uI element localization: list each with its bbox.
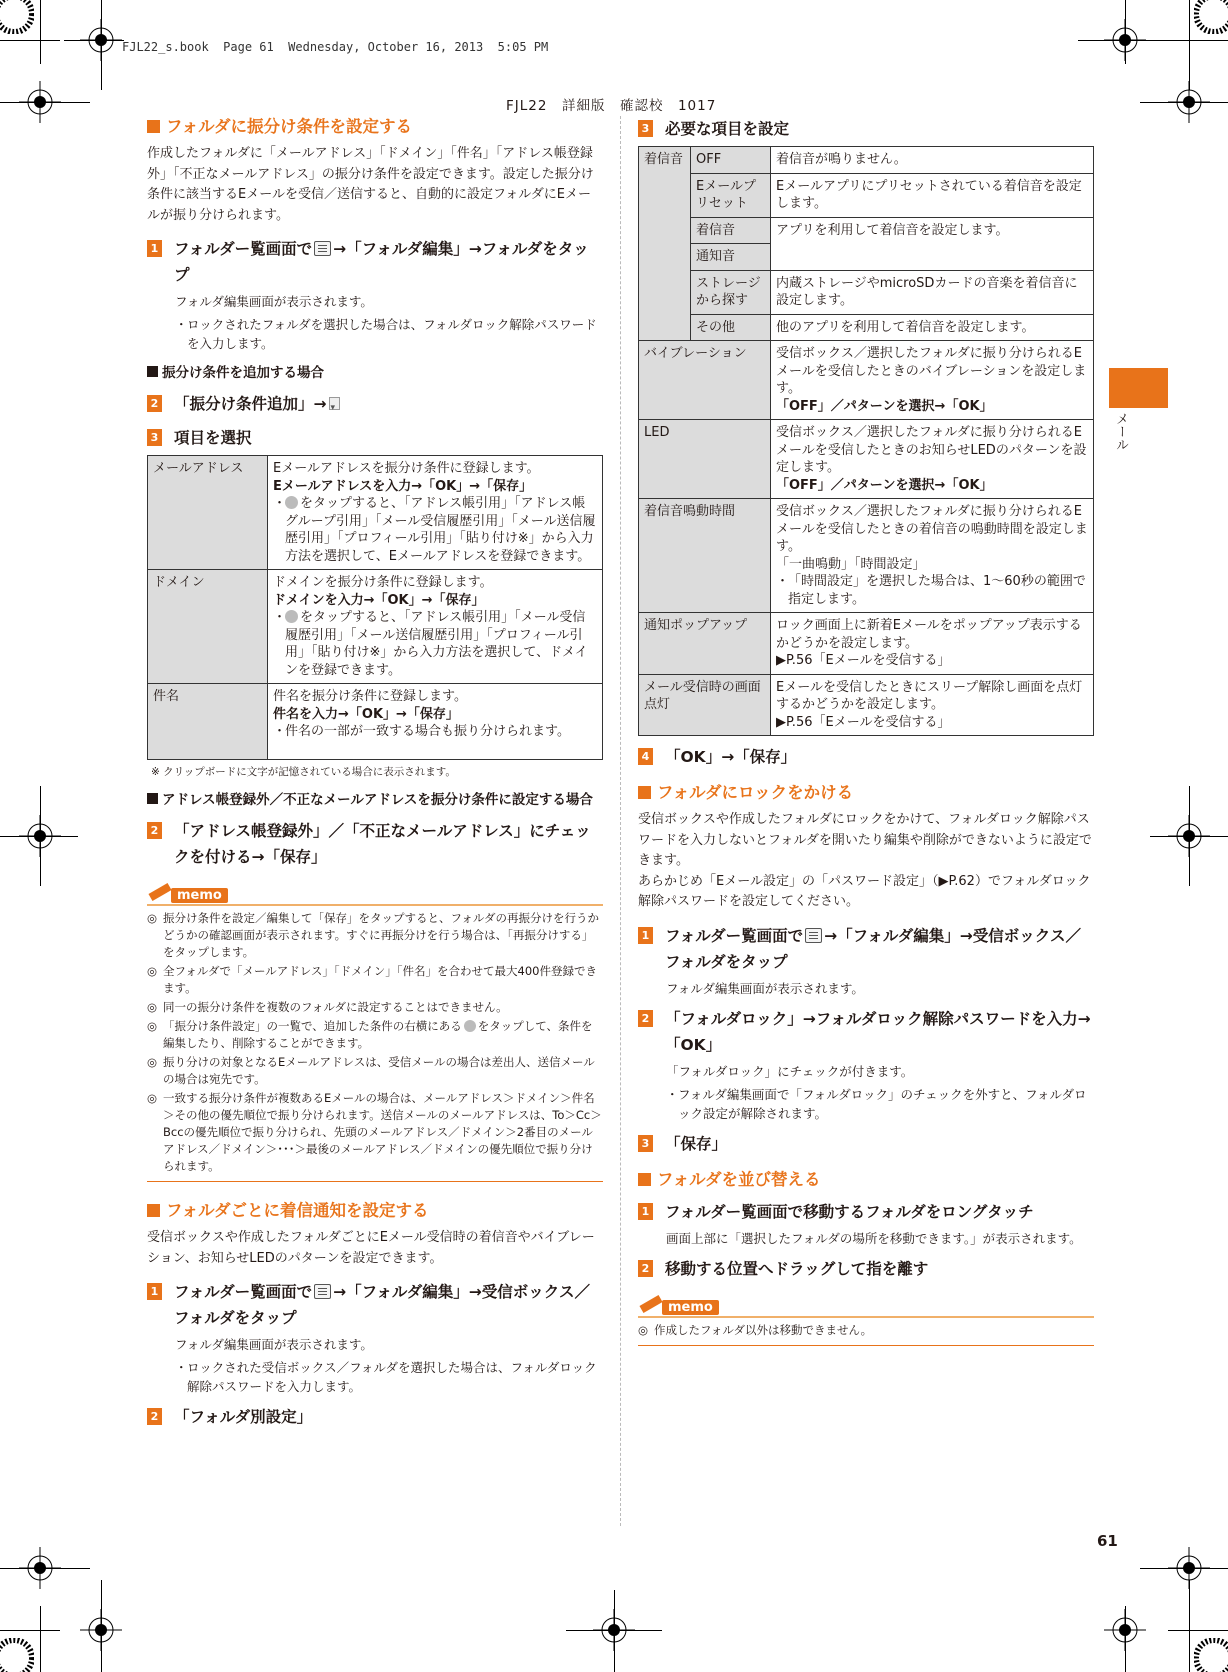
section-title: フォルダごとに着信通知を設定する: [147, 1200, 603, 1222]
step-number: 2: [147, 395, 162, 412]
memo-item: ◎ 「振分け条件設定」の一覧で、追加した条件の右横にある× をタップして、条件を編集したり、削除することができます。: [147, 1018, 603, 1052]
memo-header: memo: [638, 1296, 1094, 1318]
crop-line: [1168, 1630, 1228, 1631]
step-note: ・ フォルダ編集画面で「フォルダロック」のチェックを外すと、フォルダロック設定が解除されます。: [638, 1085, 1094, 1123]
table-header-cell: 通知音: [691, 244, 771, 271]
color-wheel-mark: [0, 1638, 34, 1672]
step-description: 「フォルダロック」にチェックが付きます。: [666, 1063, 914, 1079]
memo-box: [147, 884, 603, 1182]
running-header: FJL22 詳細版 確認校 1017: [506, 98, 717, 114]
registration-mark: [19, 815, 61, 857]
table-row: [148, 684, 603, 760]
color-wheel-mark: [1194, 0, 1228, 34]
table-header-cell: 着信音: [691, 217, 771, 244]
table-cell: 件名を振分け条件に登録します。 件名を入力→「OK」→「保存」 ・ 件名の一部が一致する場合も振り分けられます。: [268, 684, 603, 760]
pencil-icon: [639, 1295, 662, 1313]
table-cell: 着信音が鳴りません。: [771, 147, 1094, 174]
crop-line: [1189, 1580, 1190, 1672]
index-tab-label: メール: [1113, 412, 1128, 451]
table-row: [639, 173, 1094, 217]
table-cell: 受信ボックス／選択したフォルダに振り分けられるEメールを受信したときのバイブレーションを設定します。 「OFF」／パターンを選択→「OK」: [771, 341, 1094, 420]
registration-mark: [1104, 1609, 1146, 1651]
table-row: [639, 341, 1094, 420]
step-text: 移動する位置へドラッグして指を離す: [665, 1259, 929, 1278]
step-text: フォルダー覧画面で移動するフォルダをロングタッチ: [665, 1202, 1034, 1221]
step: [147, 391, 603, 417]
step-text: 「保存」: [665, 1134, 728, 1153]
table-header-cell: ストレージから探す: [691, 270, 771, 314]
memo-box: [638, 1296, 1094, 1346]
memo-rule: [638, 1345, 1094, 1346]
right-column: [638, 116, 1094, 1358]
menu-icon: [314, 1284, 331, 1299]
memo-item: ◎ 同一の振分け条件を複数のフォルダに設定することはできません。: [147, 999, 603, 1016]
crop-line: [0, 40, 60, 41]
table-header-cell: OFF: [691, 147, 771, 174]
section-intro: あらかじめ「Eメール設定」の「パスワード設定」（▶P.62）でフォルダロック解除パスワードを設定してください。: [638, 873, 1091, 909]
step-number: 2: [147, 1408, 162, 1425]
step-text: フォルダー覧画面で →「フォルダ編集」→受信ボックス／フォルダをタップ: [174, 1283, 591, 1327]
square-icon: [147, 1204, 160, 1217]
registration-mark: [1168, 81, 1210, 123]
table-cell: 受信ボックス／選択したフォルダに振り分けられるEメールを受信したときの着信音の鳴動時間を設定します。 「一曲鳴動」「時間設定」 ・ 「時間設定」を選択した場合は、1～60秒の範囲で指定します。: [771, 499, 1094, 613]
section-title: フォルダにロックをかける: [638, 782, 1094, 804]
step: [638, 744, 1094, 770]
step-text: フォルダー覧画面で →「フォルダ編集」→フォルダをタップ: [174, 240, 589, 284]
registration-mark: [19, 81, 61, 123]
step-note: ・ ロックされた受信ボックス／フォルダを選択した場合は、フォルダロック解除パスワードを入力します。: [147, 1358, 603, 1396]
step-number: 2: [638, 1010, 653, 1027]
page-number: 61: [1097, 1532, 1118, 1550]
step-description: 画面上部に「選択したフォルダの場所を移動できます。」が表示されます。: [666, 1230, 1082, 1246]
dropdown-icon: [329, 397, 340, 410]
step-number: 3: [638, 120, 653, 137]
memo-item: ◎ 振分け条件を設定／編集して「保存」をタップすると、フォルダの再振分けを行うかどうかの確認画面が表示されます。すぐに再振分けを行う場合は、「再振分けする」をタップします。: [147, 910, 603, 961]
step-text: 「OK」→「保存」: [665, 748, 797, 766]
sub-heading: 振分け条件を追加する場合: [147, 363, 603, 383]
menu-icon: [805, 928, 822, 943]
table-row: [639, 217, 1094, 244]
page-reference-link[interactable]: ▶P.56「Eメールを受信する」: [776, 653, 951, 668]
add-contact-icon: [285, 610, 298, 623]
step: [638, 1199, 1094, 1225]
step-text: 項目を選択: [174, 429, 252, 447]
step-text: 「アドレス帳登録外」／「不正なメールアドレス」にチェックを付ける→「保存」: [174, 822, 591, 866]
step-number: 4: [638, 748, 653, 765]
step-number: 1: [147, 1283, 162, 1300]
registration-mark: [80, 1609, 122, 1651]
table-row: [148, 456, 603, 570]
step: [147, 818, 603, 870]
step-number: 2: [638, 1260, 653, 1277]
registration-mark: [1168, 1547, 1210, 1589]
step-note: ・ ロックされたフォルダを選択した場合は、フォルダロック解除パスワードを入力します。: [147, 315, 603, 353]
delete-icon: [464, 1020, 476, 1032]
table-cell: 内蔵ストレージやmicroSDカードの音楽を着信音に設定します。: [771, 270, 1094, 314]
crop-line: [1078, 40, 1228, 41]
condition-table: [147, 455, 603, 760]
table-row: [639, 674, 1094, 736]
crop-line: [0, 1630, 60, 1631]
table-header-cell: その他: [691, 314, 771, 341]
table-header-cell: メール受信時の画面点灯: [639, 674, 771, 736]
table-header-cell: 着信音: [639, 147, 691, 341]
table-row: [639, 270, 1094, 314]
table-header-cell: 着信音鳴動時間: [639, 499, 771, 613]
step-text: 「フォルダ別設定」: [174, 1408, 313, 1426]
memo-item: ◎ 全フォルダで「メールアドレス」「ドメイン」「件名」を合わせて最大400件登録できます。: [147, 963, 603, 997]
step-number: 1: [638, 1203, 653, 1220]
table-cell: ドメインを振分け条件に登録します。 ドメインを入力→「OK」→「保存」 ・ をタップすると、「アドレス帳引用」「メール受信履歴引用」「メール送信履歴引用」「プロフィール引用」「貼り付け※」から入力方法を選択して、ドメインを登録できます。: [268, 570, 603, 684]
memo-item: ◎ 振り分けの対象となるEメールアドレスは、受信メールの場合は差出人、送信メールの場合は宛先です。: [147, 1054, 603, 1088]
section-title: フォルダに振分け条件を設定する: [147, 116, 603, 138]
step: [147, 425, 603, 451]
column-divider: [620, 116, 621, 1526]
step-number: 2: [147, 822, 162, 839]
book-header: FJL22_s.book Page 61 Wednesday, October 16, 2013 5:05 PM: [122, 40, 549, 54]
table-row: [639, 314, 1094, 341]
index-tab: [1109, 368, 1168, 408]
crop-line: [40, 1606, 41, 1672]
square-icon: [638, 786, 651, 799]
section-intro: 受信ボックスや作成したフォルダごとにEメール受信時の着信音やバイブレーション、お知らせLEDのパターンを設定できます。: [147, 1230, 595, 1266]
memo-item: ◎ 一致する振分け条件が複数あるEメールの場合は、メールアドレス＞ドメイン＞件名＞その他の優先順位で振り分けられます。送信メールのメールアドレスは、To＞Cc＞Bccの優先順位で振り分けられ、先頭のメールアドレス／ドメイン＞2番目のメールアドレス／ドメイン＞･･･＞最後のメールアドレス／ドメインの優先順位で振り分けられます。: [147, 1090, 603, 1175]
table-header-cell: 通知ポップアップ: [639, 613, 771, 675]
table-row: [639, 147, 1094, 174]
notification-settings-table: [638, 146, 1094, 736]
step: [147, 1404, 603, 1430]
registration-mark: [19, 1547, 61, 1589]
sub-heading: アドレス帳登録外／不正なメールアドレスを振分け条件に設定する場合: [147, 790, 603, 810]
page-reference-link[interactable]: ▶P.56「Eメールを受信する」: [776, 714, 951, 730]
table-cell: ロック画面上に新着Eメールをポップアップ表示するかどうかを設定します。 ▶P.56「Eメールを受信する」: [771, 613, 1094, 675]
table-cell: Eメールアプリにプリセットされている着信音を設定します。: [771, 173, 1094, 217]
table-row: [639, 613, 1094, 675]
table-header-cell: Eメールプリセット: [691, 173, 771, 217]
table-cell: 受信ボックス／選択したフォルダに振り分けられるEメールを受信したときのお知らせLEDのパターンを設定します。 「OFF」／パターンを選択→「OK」: [771, 420, 1094, 499]
step: [638, 1256, 1094, 1282]
left-column: [147, 116, 603, 1434]
table-cell: Eメールを受信したときにスリープ解除し画面を点灯するかどうかを設定します。 ▶P.56「Eメールを受信する」: [771, 674, 1094, 736]
table-header-cell: ドメイン: [148, 570, 268, 684]
step: [147, 236, 603, 288]
table-row: [148, 570, 603, 684]
table-cell: Eメールアドレスを振分け条件に登録します。 Eメールアドレスを入力→「OK」→「保存」 ・ をタップすると、「アドレス帳引用」「アドレス帳グループ引用」「メール受信履歴引用」「メール送信履歴引用」「プロフィール引用」「貼り付け※」から入力方法を選択して、Eメールアドレスを登録できます。: [268, 456, 603, 570]
section-title: フォルダを並び替える: [638, 1169, 1094, 1191]
color-wheel-mark: [1194, 1638, 1228, 1672]
memo-header: memo: [147, 884, 603, 906]
memo-item: ◎ 作成したフォルダ以外は移動できません。: [638, 1322, 1094, 1339]
step: [147, 1279, 603, 1331]
square-icon: [638, 1173, 651, 1186]
table-cell: アプリを利用して着信音を設定します。: [771, 217, 1094, 270]
color-wheel-mark: [0, 0, 34, 34]
crop-line: [40, 0, 41, 64]
step-number: 3: [638, 1135, 653, 1152]
step-description: フォルダ編集画面が表示されます。: [666, 980, 864, 996]
registration-mark: [80, 19, 122, 61]
square-icon: [147, 366, 158, 377]
step: [638, 1131, 1094, 1157]
table-cell: 他のアプリを利用して着信音を設定します。: [771, 314, 1094, 341]
step-text: 「フォルダロック」→フォルダロック解除パスワードを入力→「OK」: [665, 1009, 1091, 1054]
menu-icon: [314, 241, 331, 256]
step-number: 1: [147, 240, 162, 257]
square-icon: [147, 120, 160, 133]
step-number: 1: [638, 927, 653, 944]
table-header-cell: LED: [639, 420, 771, 499]
table-header-cell: 件名: [148, 684, 268, 760]
square-icon: [147, 793, 158, 804]
registration-mark: [1168, 815, 1210, 857]
table-header-cell: バイブレーション: [639, 341, 771, 420]
table-footnote: ※ クリップボードに文字が記憶されている場合に表示されます。: [151, 766, 456, 778]
step-text: フォルダー覧画面で →「フォルダ編集」→受信ボックス／フォルダをタップ: [665, 926, 1082, 971]
crop-line: [1189, 0, 1190, 90]
section-intro: 作成したフォルダに「メールアドレス」「ドメイン」「件名」「アドレス帳登録外」「不正なメールアドレス」の振分け条件を設定できます。設定した振分け条件に該当するEメールを受信／送信すると、自動的に設定フォルダにEメールが振り分けられます。: [147, 146, 594, 223]
section-intro: 受信ボックスや作成したフォルダにロックをかけて、フォルダロック解除パスワードを入力しないとフォルダを開いたり編集や削除ができないように設定できます。: [638, 812, 1092, 868]
step: [638, 923, 1094, 975]
step-text: 「振分け条件追加」→▾: [174, 391, 340, 417]
step: [638, 116, 1094, 142]
step-number: 3: [147, 429, 162, 446]
memo-rule: [147, 1181, 603, 1182]
pencil-icon: [148, 883, 171, 901]
registration-mark: [593, 1609, 635, 1651]
add-contact-icon: [285, 496, 298, 509]
table-row: [639, 499, 1094, 613]
table-header-cell: メールアドレス: [148, 456, 268, 570]
step: [638, 1006, 1094, 1058]
step-text: 必要な項目を設定: [665, 120, 790, 138]
table-row: [639, 420, 1094, 499]
registration-mark: [1104, 19, 1146, 61]
step-description: フォルダ編集画面が表示されます。: [175, 1337, 373, 1352]
step-description: フォルダ編集画面が表示されます。: [175, 294, 373, 309]
